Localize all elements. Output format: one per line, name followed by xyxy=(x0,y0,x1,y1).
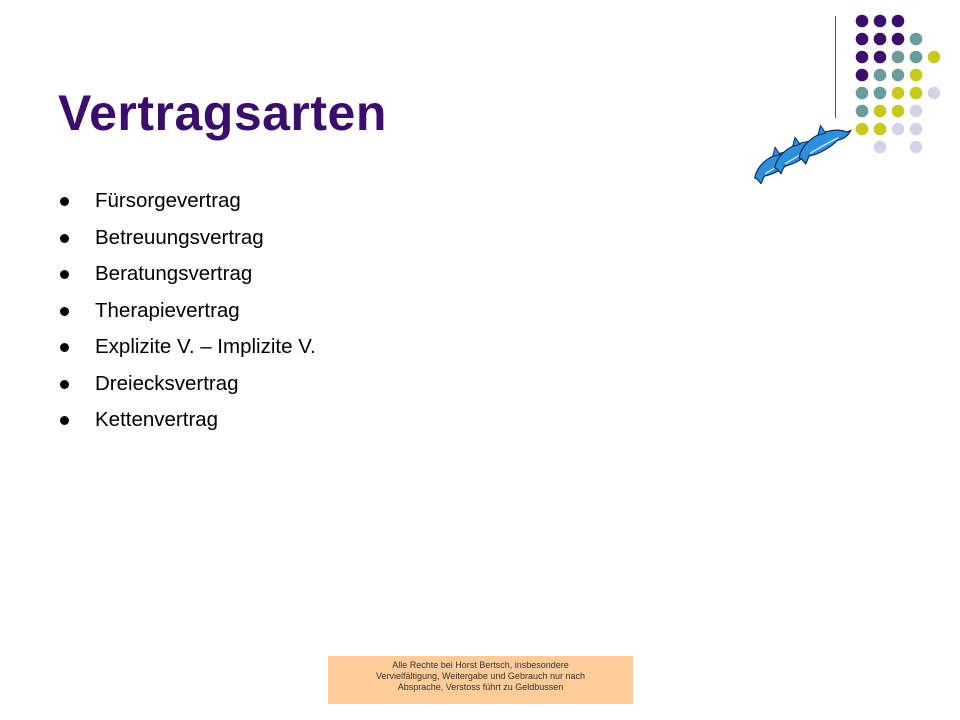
decorative-dot xyxy=(856,33,869,46)
decorative-dot xyxy=(874,51,887,64)
bullet-text: Kettenvertrag xyxy=(95,408,219,431)
decorative-dot xyxy=(856,123,869,136)
decorative-dot xyxy=(892,33,905,46)
bullet-dot-icon xyxy=(60,307,69,316)
bullet-dot-icon xyxy=(60,416,69,425)
bullet-dot-icon xyxy=(60,270,69,279)
decorative-dot xyxy=(874,141,887,154)
decorative-dot xyxy=(892,15,905,28)
decorative-dot xyxy=(910,123,923,136)
bullet-text: Therapievertrag xyxy=(95,298,240,322)
bullet-text: Fürsorgevertrag xyxy=(95,189,241,212)
bullet-list xyxy=(60,186,316,442)
decorative-dot xyxy=(892,87,905,100)
bullet-dot-icon xyxy=(60,380,69,389)
decorative-dot xyxy=(856,15,869,28)
decorative-dot xyxy=(910,87,923,100)
decorative-dot xyxy=(910,51,923,64)
copyright-footer xyxy=(328,656,633,704)
bullet-dot-icon xyxy=(60,234,69,243)
footer-line: Absprache, Verstoss führt zu Geldbussen xyxy=(397,682,564,692)
bullet-item xyxy=(60,405,316,442)
bullet-text: Betreuungsvertrag xyxy=(95,225,264,249)
bullet-item xyxy=(60,223,316,260)
bullet-item xyxy=(60,186,316,223)
bullet-dot-icon xyxy=(60,343,69,352)
bullet-item xyxy=(60,332,316,369)
bullet-text: Beratungsvertrag xyxy=(95,262,253,285)
decorative-dot xyxy=(874,123,887,136)
bullet-item xyxy=(60,296,316,333)
decorative-dot xyxy=(856,105,869,118)
decorative-dot xyxy=(874,87,887,100)
bullet-item xyxy=(60,369,316,406)
bullet-item xyxy=(60,259,316,296)
dolphin-icon xyxy=(791,118,854,165)
slide-title: Vertragsarten xyxy=(58,85,387,141)
footer-line: Vervielfältigung, Weitergabe und Gebrauch nur nach xyxy=(376,671,585,681)
bullet-text: Explizite V. – Implizite V. xyxy=(95,335,316,358)
decorative-dot xyxy=(874,69,887,82)
decorative-dot xyxy=(874,105,887,118)
decorative-dot xyxy=(928,87,941,100)
decorative-dot xyxy=(910,33,923,46)
decorative-dot xyxy=(928,51,941,64)
decorative-dot xyxy=(892,69,905,82)
dolphins-clipart xyxy=(748,118,854,184)
bullet-dot-icon xyxy=(60,197,69,206)
decorative-dot xyxy=(874,33,887,46)
decorative-dot xyxy=(874,15,887,28)
bullet-text: Dreiecksvertrag xyxy=(95,371,239,395)
decorative-dot xyxy=(892,105,905,118)
footer-line: Alle Rechte bei Horst Bertsch, insbesondere xyxy=(392,660,569,670)
decorative-dot xyxy=(856,69,869,82)
decorative-dot xyxy=(910,141,923,154)
decorative-dot xyxy=(892,51,905,64)
decorative-dot xyxy=(856,87,869,100)
decorative-dot xyxy=(910,105,923,118)
decorative-dot xyxy=(892,123,905,136)
decorative-dot xyxy=(910,69,923,82)
decorative-dot xyxy=(856,51,869,64)
